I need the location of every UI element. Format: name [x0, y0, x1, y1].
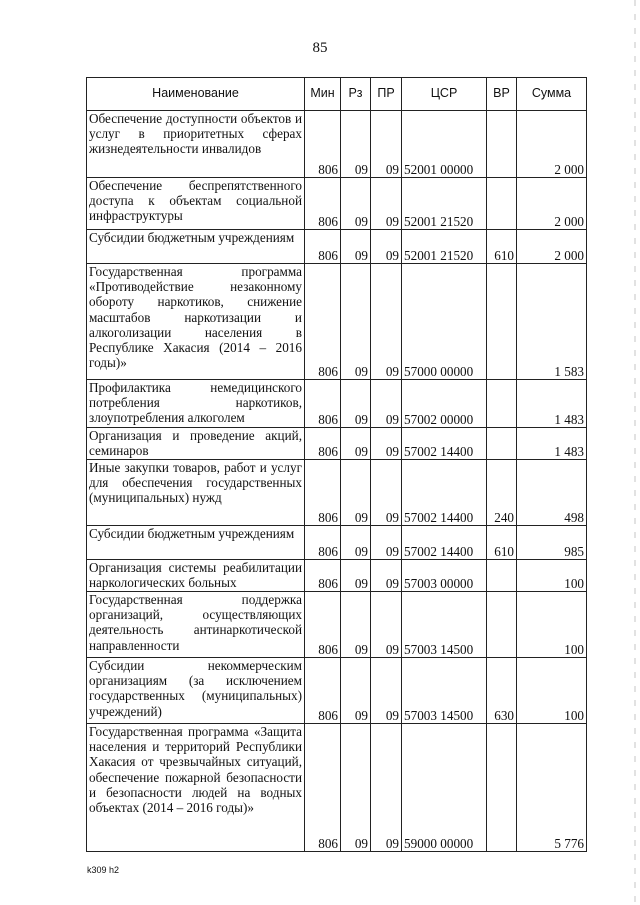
- row-pr: 09: [371, 178, 402, 230]
- row-rz: 09: [341, 178, 371, 230]
- row-vr: [487, 724, 517, 852]
- row-vr: [487, 111, 517, 178]
- row-name: Организация системы реабилитации наркологических больных: [87, 560, 305, 592]
- table-row: [87, 724, 587, 852]
- table-row: [87, 264, 587, 380]
- row-min: 806: [305, 460, 341, 526]
- row-name: Субсидии некоммерческим организациям (за исключением государственных (муниципальных) учреждений): [87, 658, 305, 724]
- row-csr: 57002 14400: [402, 428, 487, 460]
- page-number: 85: [312, 40, 328, 56]
- row-sum: 2 000: [517, 178, 587, 230]
- row-name: Иные закупки товаров, работ и услуг для обеспечения государственных (муниципальных) нужд: [87, 460, 305, 526]
- row-sum: 100: [517, 658, 587, 724]
- row-name: Государственная программа «Противодействие незаконному обороту наркотиков, снижение масштабов наркотизации и алкоголизации населения в Республике Хакасия (2014 – 2016 годы)»: [87, 264, 305, 380]
- row-rz: 09: [341, 526, 371, 560]
- table-body: [87, 111, 587, 852]
- header-csr: ЦСР: [402, 78, 487, 111]
- header-vr: ВР: [487, 78, 517, 111]
- table-row: [87, 380, 587, 428]
- row-sum: 100: [517, 592, 587, 658]
- row-rz: 09: [341, 230, 371, 264]
- row-sum: 1 483: [517, 428, 587, 460]
- row-pr: 09: [371, 230, 402, 264]
- row-pr: 09: [371, 460, 402, 526]
- row-vr: [487, 178, 517, 230]
- row-min: 806: [305, 592, 341, 658]
- row-name: Профилактика немедицинского потребления наркотиков, злоупотребления алкоголем: [87, 380, 305, 428]
- scan-edge-artifact: [634, 0, 636, 905]
- row-sum: 1 583: [517, 264, 587, 380]
- row-name: Государственная поддержка организаций, осуществляющих деятельность антинаркотической направленности: [87, 592, 305, 658]
- row-vr: 610: [487, 526, 517, 560]
- row-name: Организация и проведение акций, семинаров: [87, 428, 305, 460]
- row-vr: [487, 428, 517, 460]
- row-sum: 100: [517, 560, 587, 592]
- row-vr: 240: [487, 460, 517, 526]
- row-rz: 09: [341, 560, 371, 592]
- row-vr: 630: [487, 658, 517, 724]
- header-sum: Сумма: [517, 78, 587, 111]
- row-name: Государственная программа «Защита населения и территорий Республики Хакасия от чрезвычайных ситуаций, обеспечение пожарной безопасности и безопасности людей на водных объектах (2014 – 2016 годы)»: [87, 724, 305, 852]
- row-csr: 57003 14500: [402, 592, 487, 658]
- row-pr: 09: [371, 658, 402, 724]
- row-vr: [487, 380, 517, 428]
- row-rz: 09: [341, 380, 371, 428]
- row-rz: 09: [341, 428, 371, 460]
- row-rz: 09: [341, 460, 371, 526]
- row-pr: 09: [371, 560, 402, 592]
- row-csr: 57002 14400: [402, 526, 487, 560]
- row-min: 806: [305, 380, 341, 428]
- row-min: 806: [305, 658, 341, 724]
- row-sum: 2 000: [517, 230, 587, 264]
- row-pr: 09: [371, 111, 402, 178]
- row-sum: 985: [517, 526, 587, 560]
- row-rz: 09: [341, 264, 371, 380]
- table-row: [87, 526, 587, 560]
- footer-code: k309 h2: [87, 865, 120, 875]
- row-rz: 09: [341, 724, 371, 852]
- row-csr: 57002 00000: [402, 380, 487, 428]
- header-min: Мин: [305, 78, 341, 111]
- row-name: Субсидии бюджетным учреждениям: [87, 526, 305, 560]
- row-pr: 09: [371, 592, 402, 658]
- row-csr: 59000 00000: [402, 724, 487, 852]
- row-csr: 57000 00000: [402, 264, 487, 380]
- row-min: 806: [305, 264, 341, 380]
- row-csr: 52001 21520: [402, 230, 487, 264]
- row-csr: 52001 00000: [402, 111, 487, 178]
- table-row: [87, 428, 587, 460]
- row-pr: 09: [371, 264, 402, 380]
- row-min: 806: [305, 526, 341, 560]
- table-row: [87, 111, 587, 178]
- row-min: 806: [305, 560, 341, 592]
- row-pr: 09: [371, 724, 402, 852]
- header-rz: Рз: [341, 78, 371, 111]
- row-min: 806: [305, 428, 341, 460]
- header-pr: ПР: [371, 78, 402, 111]
- row-csr: 57002 14400: [402, 460, 487, 526]
- row-csr: 52001 21520: [402, 178, 487, 230]
- row-vr: [487, 264, 517, 380]
- row-pr: 09: [371, 526, 402, 560]
- table-row: [87, 560, 587, 592]
- row-rz: 09: [341, 658, 371, 724]
- row-vr: [487, 560, 517, 592]
- row-name: Обеспечение беспрепятственного доступа к объектам социальной инфраструктуры: [87, 178, 305, 230]
- row-min: 806: [305, 230, 341, 264]
- row-csr: 57003 00000: [402, 560, 487, 592]
- row-vr: [487, 592, 517, 658]
- table-row: [87, 178, 587, 230]
- header-name: Наименование: [87, 78, 305, 111]
- row-name: Обеспечение доступности объектов и услуг в приоритетных сферах жизнедеятельности инвалидов: [87, 111, 305, 178]
- row-sum: 5 776: [517, 724, 587, 852]
- row-min: 806: [305, 724, 341, 852]
- row-sum: 2 000: [517, 111, 587, 178]
- row-min: 806: [305, 111, 341, 178]
- row-sum: 1 483: [517, 380, 587, 428]
- table-row: [87, 658, 587, 724]
- row-min: 806: [305, 178, 341, 230]
- row-sum: 498: [517, 460, 587, 526]
- row-rz: 09: [341, 111, 371, 178]
- table-row: [87, 230, 587, 264]
- budget-table: [86, 77, 587, 852]
- row-name: Субсидии бюджетным учреждениям: [87, 230, 305, 264]
- row-pr: 09: [371, 380, 402, 428]
- row-vr: 610: [487, 230, 517, 264]
- row-pr: 09: [371, 428, 402, 460]
- table-header-row: [87, 78, 587, 111]
- table-row: [87, 460, 587, 526]
- row-rz: 09: [341, 592, 371, 658]
- row-csr: 57003 14500: [402, 658, 487, 724]
- table-row: [87, 592, 587, 658]
